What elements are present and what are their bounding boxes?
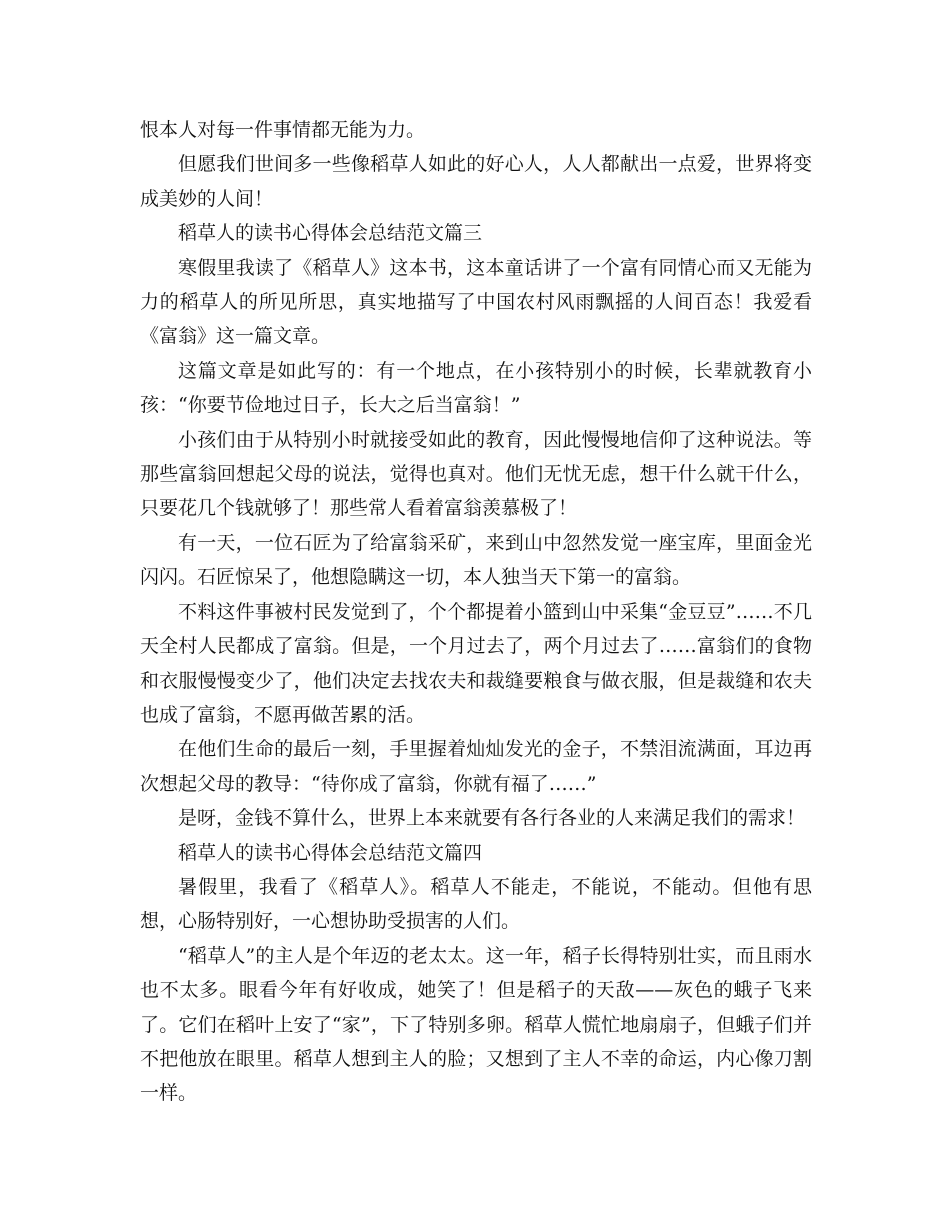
paragraph: 是呀，金钱不算什么，世界上本来就要有各行各业的人来满足我们的需求！ [178, 807, 806, 830]
paragraph: 寒假里我读了《稻草人》这本书，这本童话讲了一个富有同情心而又无能为力的稻草人的所见所思，真实地描写了中国农村风雨飘摇的人间百态！我爱看《富翁》这一篇文章。 [140, 256, 812, 348]
paragraph: “稻草人”的主人是个年迈的老太太。这一年，稻子长得特别壮实，而且雨水也不太多。眼看今年有好收成，她笑了！但是稻子的天敌——灰色的蛾子飞来了。它们在稻叶上安了“家”，下了特别多卵。稻草人慌忙地扇扇子，但蛾子们并不把他放在眼里。稻草人想到主人的脸；又想到了主人不幸的命运，内心像刀割一样。 [140, 944, 812, 1105]
paragraph: 这篇文章是如此写的：有一个地点，在小孩特别小的时候，长辈就教育小孩：“你要节俭地过日子，长大之后当富翁！” [140, 359, 812, 417]
paragraph: 小孩们由于从特别小时就接受如此的教育，因此慢慢地信仰了这种说法。等那些富翁回想起父母的说法，觉得也真对。他们无忧无虑，想干什么就干什么，只要花几个钱就够了！那些常人看着富翁羡慕极了！ [140, 428, 812, 520]
paragraph-continuation: 恨本人对每一件事情都无能为力。 [140, 119, 426, 141]
paragraph: 不料这件事被村民发觉到了，个个都提着小篮到山中采集“金豆豆”……不几天全村人民都成了富翁。但是，一个月过去了，两个月过去了……富翁们的食物和衣服慢慢变少了，他们决定去找农夫和裁缝要粮食与做衣服，但是裁缝和农夫也成了富翁，不愿再做苦累的活。 [140, 600, 812, 726]
paragraph: 在他们生命的最后一刻，手里握着灿灿发光的金子，不禁泪流满面，耳边再次想起父母的教导：“待你成了富翁，你就有福了……” [140, 738, 812, 795]
paragraph: 但愿我们世间多一些像稻草人如此的好心人，人人都献出一点爱，世界将变成美妙的人间！ [140, 153, 812, 210]
section-heading-part-four: 稻草人的读书心得体会总结范文篇四 [178, 841, 483, 864]
paragraph: 有一天，一位石匠为了给富翁采矿，来到山中忽然发觉一座宝库，里面金光闪闪。石匠惊呆了，他想隐瞒这一切，本人独当天下第一的富翁。 [140, 531, 812, 589]
document-body [140, 113, 812, 1111]
section-heading-part-three: 稻草人的读书心得体会总结范文篇三 [178, 222, 483, 245]
paragraph: 暑假里，我看了《稻草人》。稻草人不能走，不能说，不能动。但他有思想，心肠特别好，一心想协助受损害的人们。 [140, 875, 812, 933]
